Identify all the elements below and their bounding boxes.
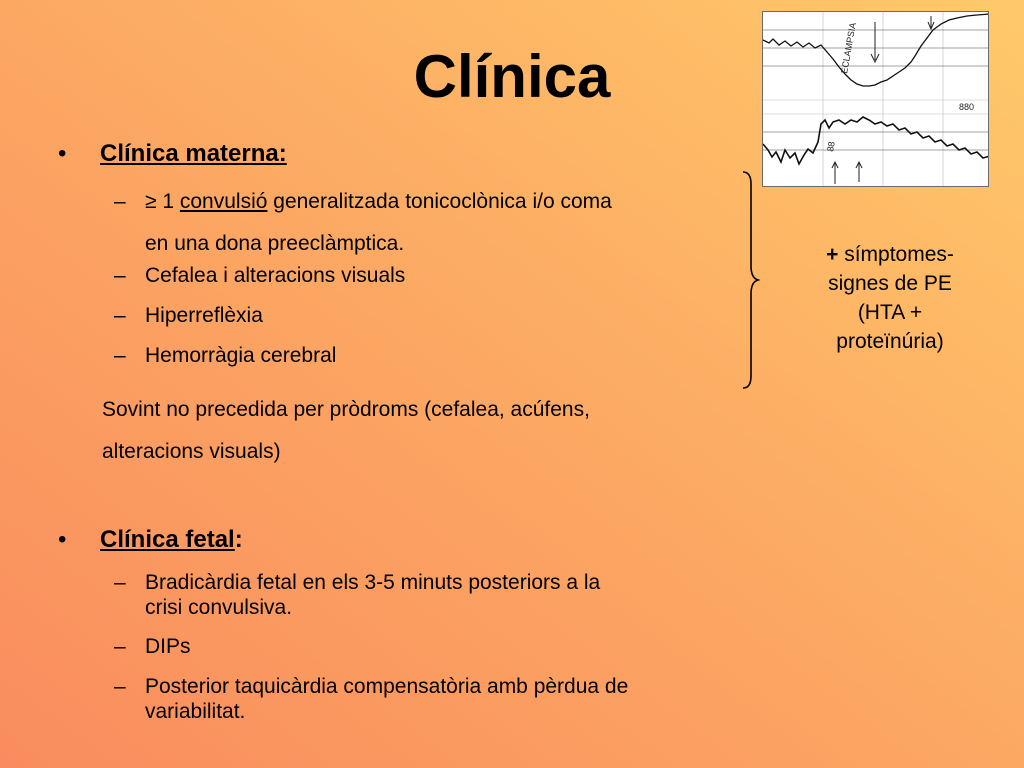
bullet-maternal: • (58, 140, 67, 167)
fetal-item-1: Bradicàrdia fetal en els 3-5 minuts posteriors a la crisi convulsiva. (145, 571, 601, 619)
maternal-heading: Clínica materna: (100, 140, 287, 167)
dash-marker: – (114, 190, 126, 213)
list-item (100, 632, 740, 662)
maternal-item-1: ≥ 1 convulsió generalitzada tonicoclònica i/o coma en una dona preeclàmptica. (145, 190, 612, 255)
list-item (100, 261, 740, 291)
trace-graph (763, 12, 989, 187)
right-brace (740, 170, 760, 390)
list-item (100, 341, 740, 371)
maternal-item-4: Hemorràgia cerebral (145, 344, 337, 367)
dash-marker: – (114, 675, 126, 698)
bullet-fetal: • (58, 526, 67, 553)
fetal-heart-rate-trace-image (762, 11, 989, 187)
convulsio-link: convulsió (179, 190, 268, 213)
prodroms-note: Sovint no precedida per pròdroms (cefalea, acúfens, alteracions visuals) (102, 398, 590, 463)
list-item (100, 674, 740, 724)
maternal-item-3: Hiperreflèxia (145, 304, 263, 327)
side-note: + símptomes- signes de PE (HTA + proteïnúria) (826, 243, 954, 353)
slide-title: Clínica (413, 43, 611, 110)
svg-text:880: 880 (959, 102, 975, 112)
maternal-item-2: Cefalea i alteracions visuals (145, 264, 406, 287)
plus-sign: + (826, 243, 839, 266)
fetal-heading: Clínica fetal: (100, 526, 243, 553)
dash-marker: – (114, 344, 126, 367)
list-item (100, 570, 740, 620)
svg-text:ECLAMPSIA: ECLAMPSIA (839, 21, 858, 75)
dash-marker: – (114, 571, 126, 594)
fetal-item-2: DIPs (145, 635, 191, 658)
dash-marker: – (114, 635, 126, 658)
svg-text:88: 88 (825, 140, 837, 153)
list-item (100, 301, 740, 331)
fetal-item-3: Posterior taquicàrdia compensatòria amb pèrdua de variabilitat. (145, 675, 629, 723)
list-item (100, 181, 740, 265)
dash-marker: – (114, 264, 126, 287)
dash-marker: – (114, 304, 126, 327)
